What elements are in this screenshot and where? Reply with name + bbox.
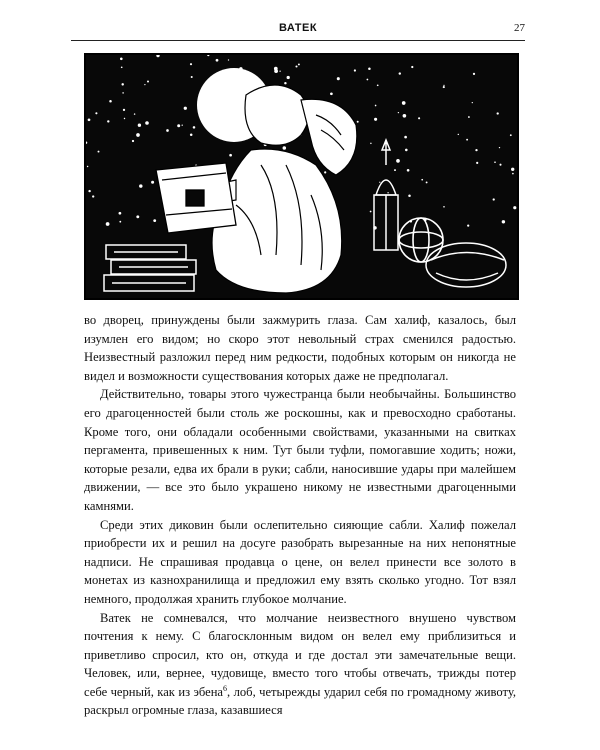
star [476, 162, 478, 164]
star [153, 219, 156, 222]
star [387, 192, 388, 193]
star [279, 71, 280, 72]
star [138, 124, 141, 127]
star [216, 59, 219, 62]
paragraph-text: Ватек не сомневался, что молчание неизвестного внушено чувством почтения к нему. С благосклонным видом он велел ему приблизиться и приветливо спросил, кто он, откуда и где достал эти замечательные вещи. Человек, или, вернее, чудовище, вместо того чтобы отвечать, трижды потер себе черный, как из эбена [84, 610, 516, 699]
body-text [84, 311, 516, 720]
star [374, 118, 377, 121]
star [324, 171, 326, 173]
star [136, 133, 140, 137]
star [377, 84, 379, 86]
star [144, 84, 145, 85]
star [177, 124, 180, 127]
scroll [156, 163, 236, 233]
star [147, 80, 149, 82]
star [402, 101, 406, 105]
star [407, 169, 410, 172]
star [494, 161, 496, 163]
star [295, 65, 297, 67]
star [145, 121, 149, 125]
illustration-artwork [86, 55, 517, 298]
star [106, 222, 110, 226]
paragraph-with-footnote [84, 609, 516, 721]
star [368, 68, 371, 71]
star [95, 112, 97, 114]
star [119, 221, 121, 223]
star [88, 118, 91, 121]
star [466, 139, 468, 141]
star [379, 182, 380, 183]
star [357, 121, 359, 123]
paragraph-text: , лоб, четырежды ударил себя по громадному животу, раскрыл огромные глаза, казавшиеся [84, 684, 517, 718]
star [472, 102, 473, 103]
star [274, 67, 278, 71]
star [354, 69, 356, 71]
star [499, 164, 501, 166]
star [190, 63, 192, 65]
star [426, 181, 428, 183]
star [228, 59, 229, 60]
star [475, 149, 477, 151]
star [473, 73, 475, 75]
star [134, 113, 135, 114]
star [458, 134, 459, 135]
running-title: ВАТЕК [278, 22, 318, 34]
star [443, 206, 445, 208]
star [287, 76, 290, 79]
star [502, 220, 505, 223]
star [468, 116, 470, 118]
star [398, 112, 399, 113]
page-number: 27 [514, 22, 525, 34]
star [120, 58, 123, 61]
star [443, 86, 445, 88]
star [132, 140, 134, 142]
star [121, 66, 123, 68]
star [191, 76, 193, 78]
star [151, 181, 154, 184]
star [411, 66, 413, 68]
star [182, 125, 183, 126]
star [92, 195, 94, 197]
star [443, 85, 444, 86]
star [283, 146, 287, 150]
paragraph: во дворец, принуждены были зажмурить глаза. Сам халиф, казалось, был изумлен его видом; но скоро этот невольный страх сменился радостью. Неизвестный разложил перед ним редкости, подобных которым он никогда не видел и возможности существования которых даже не предполагал. [84, 313, 516, 383]
star [493, 198, 495, 200]
star [119, 212, 122, 215]
star [139, 184, 142, 187]
star [513, 206, 516, 209]
star [337, 77, 340, 80]
star [370, 211, 372, 213]
star [404, 136, 407, 139]
star [421, 179, 423, 181]
star [123, 109, 125, 111]
star [399, 72, 401, 74]
star [510, 134, 512, 136]
star [109, 100, 112, 103]
star [229, 154, 232, 157]
star [190, 134, 193, 137]
star [418, 117, 420, 119]
star [403, 114, 407, 118]
star [298, 63, 300, 65]
books [104, 245, 196, 291]
star [497, 112, 499, 114]
star [499, 147, 500, 148]
star [405, 149, 408, 152]
star [107, 120, 109, 122]
running-header [71, 22, 525, 41]
star [394, 169, 396, 171]
star [511, 168, 514, 171]
star [467, 225, 469, 227]
footnote-marker[interactable]: 6 [223, 683, 228, 693]
star [396, 159, 400, 163]
star [122, 92, 124, 94]
star [166, 129, 169, 132]
star [370, 143, 371, 144]
star [124, 118, 125, 119]
star [330, 92, 333, 95]
star [367, 79, 369, 81]
star [284, 82, 286, 84]
paragraph: Среди этих диковин были ослепительно сияющие сабли. Халиф пожелал приобрести их и решил на досуге разобрать вырезанные на них непонятные надписи. Не спрашивая продавца о цене, он велел принести все золото в монетах из казнохранилища и предложил ему взять сколько угодно. Тот взял немного, продолжая хранить глубокое молчание. [84, 517, 516, 606]
paragraph: Действительно, товары этого чужестранца были необычайны. Большинство его драгоценностей были столь же роскошны, как и превосходно сработаны. Кроме того, они обладали особенными свойствами, указанными на свитках пергамента, привешенных к ним. Тут были туфли, помогавшие ходить; ножи, которые резали, едва их брали в руки; сабли, наносившие удары при малейшем движении, — все это было украшено никому не известными драгоценными камнями. [84, 387, 516, 513]
star [136, 215, 139, 218]
star [121, 83, 123, 85]
star [98, 151, 100, 153]
star [193, 126, 196, 129]
illustration [84, 53, 519, 300]
star [408, 195, 411, 198]
star [87, 166, 88, 167]
star [512, 173, 514, 175]
star [375, 105, 377, 107]
star [88, 190, 90, 192]
star [184, 107, 187, 110]
